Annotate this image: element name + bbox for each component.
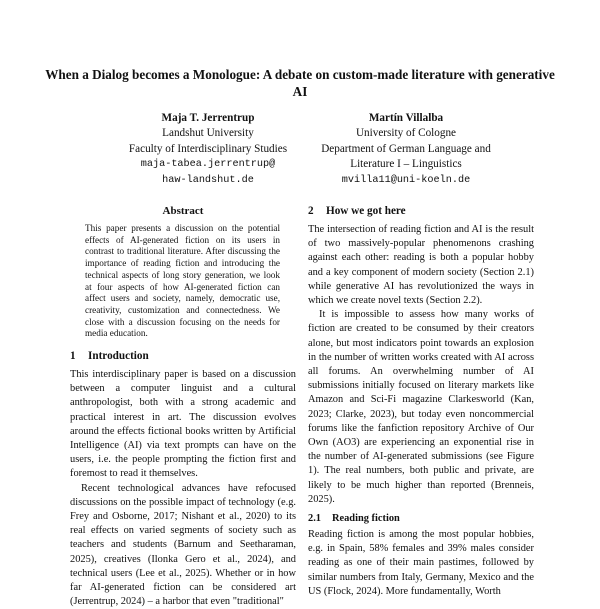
author-name: Martín Villalba xyxy=(368,112,444,124)
right-column xyxy=(308,205,534,599)
author-block-1 xyxy=(88,111,328,188)
section-heading-introduction xyxy=(70,350,296,362)
paragraph: This interdisciplinary paper is based on a discussion between a computer linguist and a cultural anthropologist, both with a strong academic and practical interest in art. The discussion evolves around the effects fictional books written by Artificial Intelligence (AI) via text prompts can have on the users, i.e. the people prompting the fiction first and foremost to read it themselves. xyxy=(70,369,296,480)
section-number: 2 xyxy=(308,205,314,217)
paragraph: Reading fiction is among the most popular hobbies, e.g. in Spain, 58% females and 39% males consider reading as one of their main pastimes, followed by similar numbers from Italy, Germany, Mexico and the US (Flock, 2024). More fundamentally, Worth xyxy=(308,529,534,597)
paragraph: Recent technological advances have refocused discussions on the possible impact of technology (e.g. Frey and Osborne, 2017; Nishant et al., 2020) to its real effects on varied segments of society such as teachers and students (Barnum and Seetharaman, 2025), creatives (Ilonka Gero et al., 2024), and technical users (Lee et al., 2025). Whether or in how far AI-generated fiction can be considered art (Jerrentrup, 2024) – a harbor that even "traditional" xyxy=(70,482,296,608)
author-email: haw-landshut.de xyxy=(162,174,254,186)
subsection-title: Reading fiction xyxy=(332,513,400,525)
left-column xyxy=(70,205,296,609)
author-affiliation: Department of German Language and xyxy=(321,142,491,155)
paragraph: The intersection of reading fiction and AI is the result of two massively-popular phenomenons crashing against each other: reading is both a popular hobby and a key component of modern society (Section 2.1) while generative AI has revolutionized the ways in which we create novel texts (Section 2.2). xyxy=(308,224,534,307)
section-title: Introduction xyxy=(88,350,149,363)
author-email: mvilla11@uni-koeln.de xyxy=(341,174,471,186)
abstract-text: This paper presents a discussion on the potential effects of AI-generated fiction on its users in contrast to traditional literature. After discussing the importance of reading fiction and introducing the technical aspects of long story generation, we look at four aspects of how AI-generated fiction can affect users and society, namely, democratic use, creativity, customization and connectedness. We close with a discussion focusing on the needs for media education. xyxy=(85,223,280,339)
abstract-heading: Abstract xyxy=(162,205,204,217)
section-title: How we got here xyxy=(326,205,406,217)
paper-title: When a Dialog becomes a Monologue: A debate on custom-made literature with generative AI xyxy=(45,67,555,99)
author-affiliation: Faculty of Interdisciplinary Studies xyxy=(128,142,288,155)
section-number: 1 xyxy=(70,350,76,363)
author-email: maja-tabea.jerrentrup@ xyxy=(140,159,276,171)
author-block-2 xyxy=(296,111,516,188)
subsection-number: 2.1 xyxy=(308,513,321,525)
author-affiliation: Literature I – Linguistics xyxy=(350,158,462,171)
section-heading-how-we-got-here xyxy=(308,205,534,217)
subsection-heading-reading-fiction xyxy=(308,513,534,524)
author-name: Maja T. Jerrentrup xyxy=(161,112,255,124)
author-affiliation: Landshut University xyxy=(162,127,254,140)
author-affiliation: University of Cologne xyxy=(355,127,457,140)
paragraph: It is impossible to assess how many works of fiction are created to be consumed by their creators alone, but most indicators point towards an explosion in the number of written works created with AI across all forums. An overwhelming number of AI submissions initially focused on literary markets like Amazon and Sci-Fi magazine Clarkesworld (Kan, 2023; Clarke, 2023), but today even noncommercial forums like the fanfiction repository Archive of Our Own (AO3) are experiencing an exponential rise in the number of AI-generated submissions (see Figure 1). The real numbers, both public and private, are likely to be much higher than reported (Brenneis, 2025). xyxy=(308,309,534,505)
